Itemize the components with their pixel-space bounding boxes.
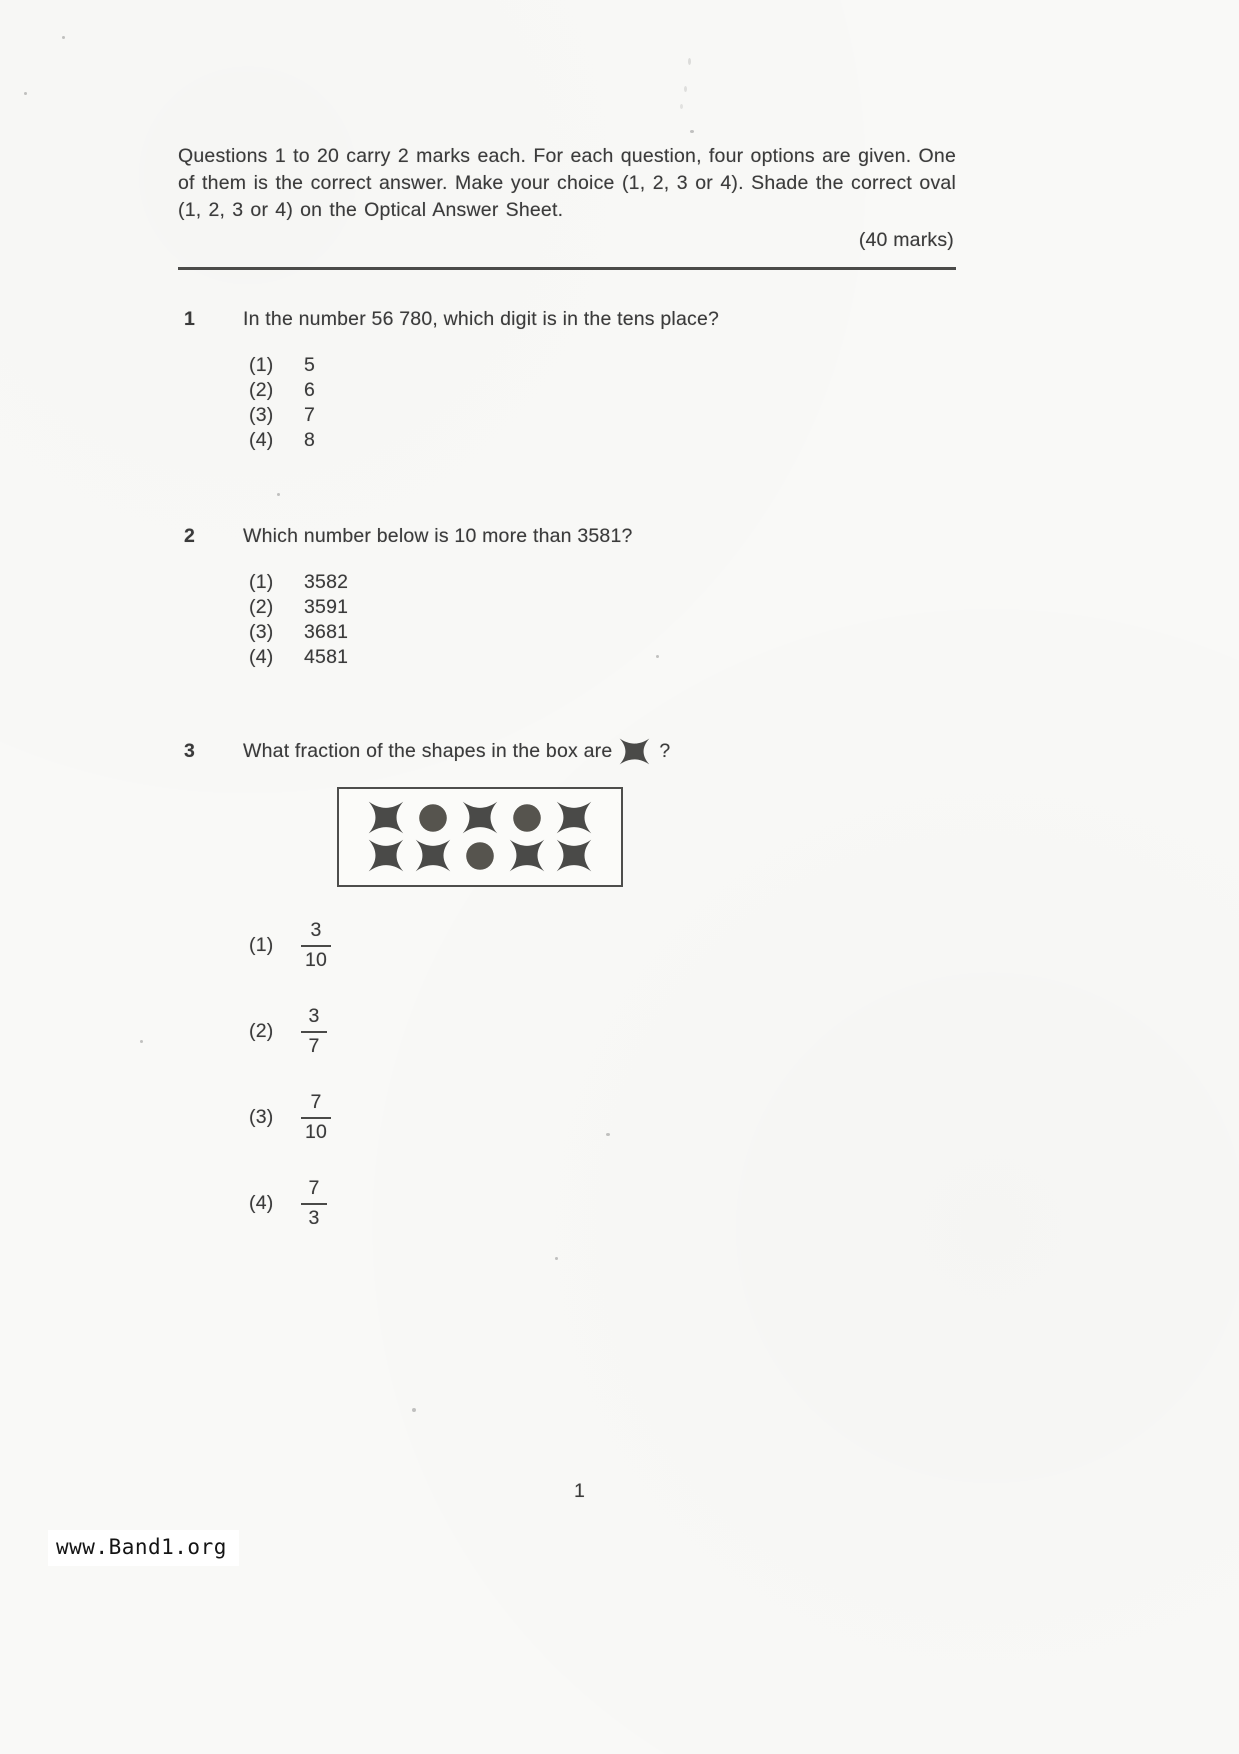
option-row xyxy=(249,403,956,428)
four-point-star-icon xyxy=(368,839,404,872)
option-label: (2) xyxy=(249,378,274,401)
fraction-denominator: 10 xyxy=(305,1120,328,1143)
four-point-star-icon xyxy=(462,801,498,834)
question-number: 3 xyxy=(184,739,196,762)
fraction-options-list xyxy=(249,917,956,1233)
page-number: 1 xyxy=(574,1480,586,1502)
question-text xyxy=(243,738,956,765)
option-value: 7 xyxy=(304,403,316,426)
option-label: (4) xyxy=(249,1192,274,1215)
question-number: 2 xyxy=(184,524,196,547)
option-label: (3) xyxy=(249,620,274,643)
four-point-star-icon xyxy=(368,801,404,834)
question-text: Which number below is 10 more than 3581? xyxy=(243,524,633,547)
option-row xyxy=(249,645,956,670)
option-value: 8 xyxy=(304,428,316,451)
filled-circle-icon xyxy=(462,841,498,871)
question-text-before-icon: What fraction of the shapes in the box are xyxy=(243,739,613,762)
option-row xyxy=(249,595,956,620)
fraction-numerator: 3 xyxy=(308,1005,320,1028)
scan-speckle xyxy=(690,130,694,133)
question-1 xyxy=(178,308,956,453)
fraction-numerator: 7 xyxy=(308,1177,320,1200)
option-row xyxy=(249,917,956,975)
fraction-numerator: 7 xyxy=(310,1091,322,1114)
four-point-star-icon xyxy=(509,839,545,872)
content-column xyxy=(178,143,956,1261)
scan-speckle xyxy=(680,104,683,109)
option-row xyxy=(249,570,956,595)
question-number: 1 xyxy=(184,307,196,330)
filled-circle-icon xyxy=(509,803,545,833)
options-list xyxy=(249,570,956,670)
scan-speckle xyxy=(140,1040,143,1043)
marks-total: (40 marks) xyxy=(858,228,954,251)
option-row xyxy=(249,1175,956,1233)
option-row xyxy=(249,378,956,403)
scan-speckle xyxy=(684,86,687,92)
option-label: (1) xyxy=(249,353,274,376)
fraction-denominator: 3 xyxy=(308,1206,320,1229)
option-label: (3) xyxy=(249,1106,274,1129)
watermark-url: www.Band1.org xyxy=(48,1530,239,1566)
question-row xyxy=(178,308,956,331)
option-row xyxy=(249,353,956,378)
four-point-star-icon xyxy=(556,801,592,834)
fraction-value xyxy=(301,1006,327,1057)
option-value: 3591 xyxy=(304,595,349,618)
option-value: 6 xyxy=(304,378,316,401)
scan-speckle xyxy=(24,92,27,95)
option-row xyxy=(249,1089,956,1147)
question-2 xyxy=(178,525,956,670)
fraction-value xyxy=(301,1092,331,1143)
option-label: (1) xyxy=(249,570,274,593)
fraction-numerator: 3 xyxy=(310,919,322,942)
question-text-after-icon: ? xyxy=(659,739,671,762)
option-label: (2) xyxy=(249,595,274,618)
scan-speckle xyxy=(62,36,65,39)
section-divider xyxy=(178,267,956,270)
question-3 xyxy=(178,738,956,1233)
question-row xyxy=(178,738,956,765)
section-instructions: Questions 1 to 20 carry 2 marks each. For each question, four options are given. One of them is the correct answer. Make your choice (1, 2, 3 or 4). Shade the correct oval (1, 2, 3 or 4) on the Optical Answer Sheet. xyxy=(178,145,956,221)
filled-circle-icon xyxy=(415,803,451,833)
option-row xyxy=(249,620,956,645)
four-point-star-icon xyxy=(556,839,592,872)
option-row xyxy=(249,1003,956,1061)
option-label: (3) xyxy=(249,403,274,426)
fraction-value xyxy=(301,1178,327,1229)
scan-speckle xyxy=(412,1408,416,1412)
fraction-denominator: 7 xyxy=(308,1034,320,1057)
option-value: 4581 xyxy=(304,645,349,668)
question-text: In the number 56 780, which digit is in the tens place? xyxy=(243,307,720,330)
option-value: 3582 xyxy=(304,570,349,593)
shapes-box xyxy=(337,787,623,887)
option-label: (2) xyxy=(249,1020,274,1043)
shape-row xyxy=(368,801,592,834)
option-label: (1) xyxy=(249,934,274,957)
fraction-value xyxy=(301,920,331,971)
four-point-star-icon xyxy=(415,839,451,872)
question-row xyxy=(178,525,956,548)
shape-row xyxy=(368,839,592,872)
option-row xyxy=(249,428,956,453)
option-value: 5 xyxy=(304,353,316,376)
options-list xyxy=(249,353,956,453)
scan-speckle xyxy=(688,58,691,65)
four-point-star-icon xyxy=(619,738,650,765)
option-label: (4) xyxy=(249,428,274,451)
option-label: (4) xyxy=(249,645,274,668)
option-value: 3681 xyxy=(304,620,349,643)
fraction-denominator: 10 xyxy=(305,948,328,971)
